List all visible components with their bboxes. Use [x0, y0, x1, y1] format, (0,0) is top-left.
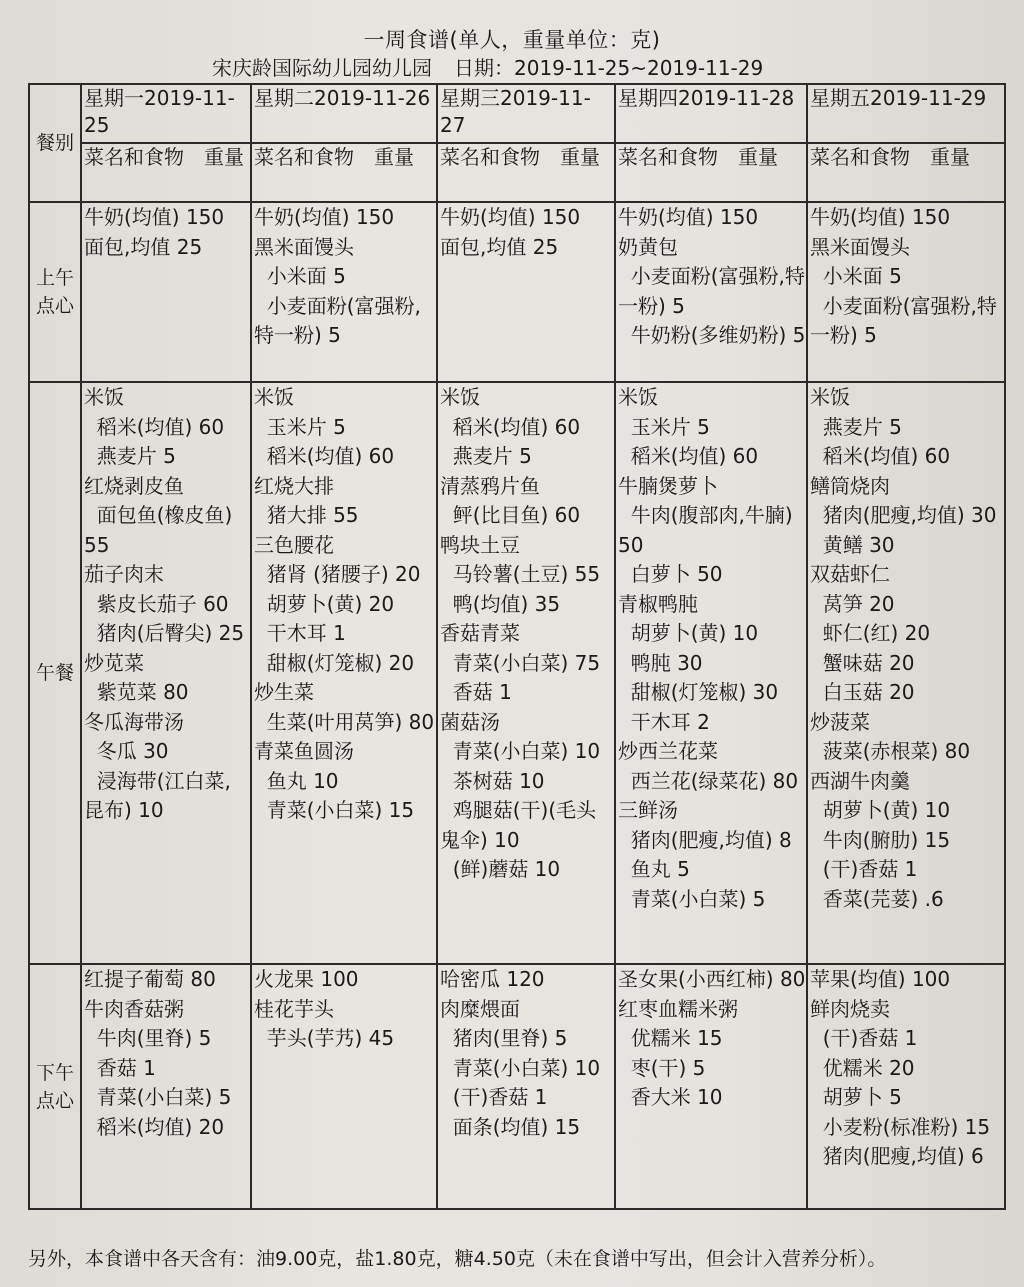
menu-cell: 牛奶(均值) 150 黑米面馒头 小米面 5 小麦面粉(富强粉,特一粉) 5: [251, 202, 437, 382]
meal-header: 餐别: [29, 84, 81, 202]
footnote: 另外，本食谱中各天含有：油9.00克，盐1.80克，糖4.50克（未在食谱中写出，但会计入营养分析）。: [28, 1248, 887, 1270]
menu-cell: 米饭 玉米片 5 稻米(均值) 60 红烧大排 猪大排 55 三色腰花 猪肾 (猪腰子) 20 胡萝卜(黄) 20 干木耳 1 甜椒(灯笼椒) 20 炒生菜 生菜(叶用莴笋) 80 青菜鱼圆汤 鱼丸 10 青菜(小白菜) 15: [251, 382, 437, 964]
menu-cell: 米饭 燕麦片 5 稻米(均值) 60 鳝筒烧肉 猪肉(肥瘦,均值) 30 黄鳝 30 双菇虾仁 莴笋 20 虾仁(红) 20 蟹味菇 20 白玉菇 20 炒菠菜 菠菜(赤根菜) 80 西湖牛肉羹 胡萝卜(黄) 10 牛肉(腑肋) 15 (干)香菇 1 香菜(芫荽) .6: [807, 382, 1005, 964]
day-header-thu: 星期四2019-11-28: [615, 84, 807, 143]
menu-cell: 火龙果 100 桂花芋头 芋头(芋艿) 45: [251, 964, 437, 1209]
column-subheader: 菜名和食物 重量: [251, 143, 437, 202]
menu-cell: 苹果(均值) 100 鲜肉烧卖 (干)香菇 1 优糯米 20 胡萝卜 5 小麦粉(标准粉) 15 猪肉(肥瘦,均值) 6: [807, 964, 1005, 1209]
meal-label-morning-snack: 上午点心: [29, 202, 81, 382]
day-header-wed: 星期三2019-11-27: [437, 84, 615, 143]
menu-cell: 红提子葡萄 80 牛肉香菇粥 牛肉(里脊) 5 香菇 1 青菜(小白菜) 5 稻米(均值) 20: [81, 964, 251, 1209]
menu-table: [28, 83, 1006, 1210]
column-subheader: 菜名和食物 重量: [81, 143, 251, 202]
row-lunch: [29, 382, 1005, 964]
menu-cell: 哈密瓜 120 肉糜煨面 猪肉(里脊) 5 青菜(小白菜) 10 (干)香菇 1 面条(均值) 15: [437, 964, 615, 1209]
day-header-tue: 星期二2019-11-26: [251, 84, 437, 143]
menu-cell: 牛奶(均值) 150 面包,均值 25: [81, 202, 251, 382]
row-afternoon-snack: [29, 964, 1005, 1209]
column-subheader: 菜名和食物 重量: [615, 143, 807, 202]
subtitle: [212, 52, 763, 81]
menu-cell: 米饭 玉米片 5 稻米(均值) 60 牛腩煲萝卜 牛肉(腹部肉,牛腩) 50 白萝卜 50 青椒鸭肫 胡萝卜(黄) 10 鸭肫 30 甜椒(灯笼椒) 30 干木耳 2 炒西兰花菜 西兰花(绿菜花) 80 三鲜汤 猪肉(肥瘦,均值) 8 鱼丸 5 青菜(小白菜) 5: [615, 382, 807, 964]
date-range: 日期：2019-11-25~2019-11-29: [454, 56, 764, 80]
day-header-fri: 星期五2019-11-29: [807, 84, 1005, 143]
menu-cell: 牛奶(均值) 150 面包,均值 25: [437, 202, 615, 382]
column-subheader: 菜名和食物 重量: [807, 143, 1005, 202]
meal-label-afternoon-snack: 下午点心: [29, 964, 81, 1209]
menu-cell: 牛奶(均值) 150 黑米面馒头 小米面 5 小麦面粉(富强粉,特一粉) 5: [807, 202, 1005, 382]
row-morning-snack: [29, 202, 1005, 382]
page-title: 一周食谱(单人，重量单位：克): [363, 28, 661, 52]
menu-cell: 米饭 稻米(均值) 60 燕麦片 5 红烧剥皮鱼 面包鱼(橡皮鱼) 55 茄子肉末 紫皮长茄子 60 猪肉(后臀尖) 25 炒苋菜 紫苋菜 80 冬瓜海带汤 冬瓜 30 浸海带(江白菜,昆布) 10: [81, 382, 251, 964]
school-name: 宋庆龄国际幼儿园幼儿园: [212, 56, 432, 80]
menu-cell: 牛奶(均值) 150 奶黄包 小麦面粉(富强粉,特一粉) 5 牛奶粉(多维奶粉) 5: [615, 202, 807, 382]
meal-label-lunch: 午餐: [29, 382, 81, 964]
menu-cell: 米饭 稻米(均值) 60 燕麦片 5 清蒸鸦片鱼 鲆(比目鱼) 60 鸭块土豆 马铃薯(土豆) 55 鸭(均值) 35 香菇青菜 青菜(小白菜) 75 香菇 1 菌菇汤 青菜(小白菜) 10 茶树菇 10 鸡腿菇(干)(毛头鬼伞) 10 (鲜)蘑菇 10: [437, 382, 615, 964]
day-header-mon: 星期一2019-11-25: [81, 84, 251, 143]
menu-cell: 圣女果(小西红柿) 80 红枣血糯米粥 优糯米 15 枣(干) 5 香大米 10: [615, 964, 807, 1209]
column-subheader: 菜名和食物 重量: [437, 143, 615, 202]
